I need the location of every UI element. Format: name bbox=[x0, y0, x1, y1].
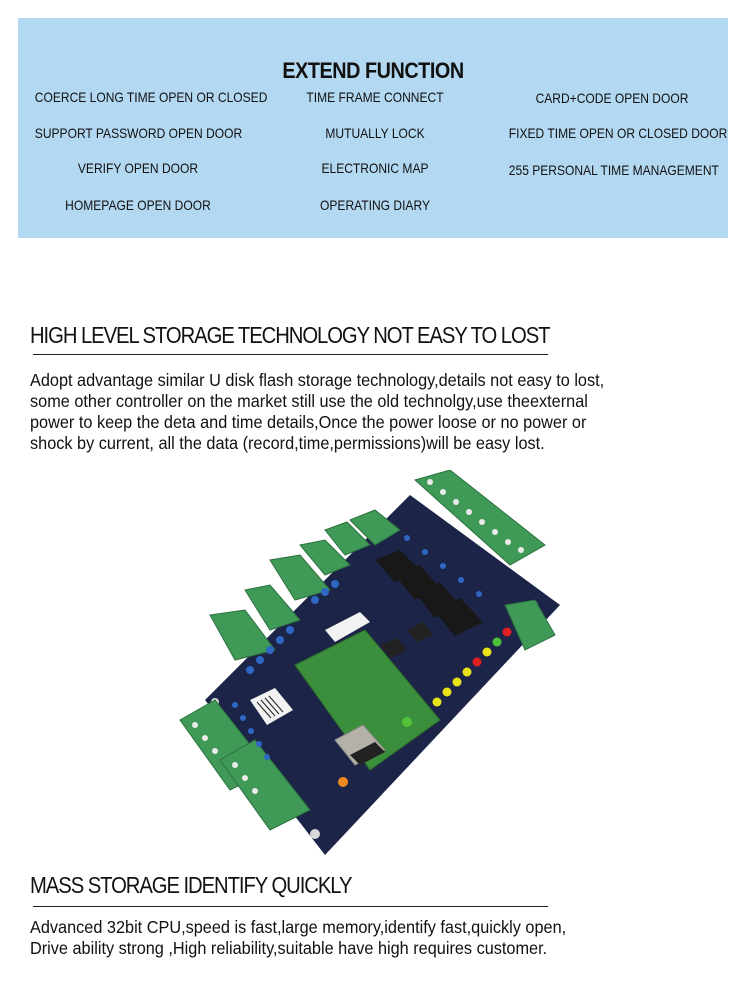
feature-item: FIXED TIME OPEN OR CLOSED DOOR bbox=[508, 125, 728, 141]
extend-function-title: EXTEND FUNCTION bbox=[282, 58, 464, 83]
section-divider bbox=[33, 354, 548, 355]
feature-item: ELECTRONIC MAP bbox=[321, 160, 429, 176]
body-line: Adopt advantage similar U disk flash storage technology,details not easy to lost, bbox=[30, 370, 605, 390]
body-line: power to keep the deta and time details,Once the power loose or no power or bbox=[30, 412, 587, 432]
feature-item: 255 PERSONAL TIME MANAGEMENT bbox=[508, 162, 719, 178]
feature-item: COERCE LONG TIME OPEN OR CLOSED bbox=[34, 89, 268, 105]
section-body-mass-storage bbox=[30, 917, 607, 959]
feature-item: CARD+CODE OPEN DOOR bbox=[535, 90, 689, 106]
feature-item: OPERATING DIARY bbox=[320, 197, 430, 213]
feature-item: MUTUALLY LOCK bbox=[325, 125, 425, 141]
product-board-image bbox=[175, 470, 565, 860]
feature-item: VERIFY OPEN DOOR bbox=[77, 160, 199, 176]
feature-item: SUPPORT PASSWORD OPEN DOOR bbox=[34, 125, 243, 141]
section-heading-mass-storage: MASS STORAGE IDENTIFY QUICKLY bbox=[30, 872, 352, 898]
section-body-storage bbox=[30, 370, 647, 454]
body-line: Drive ability strong ,High reliability,suitable have high requires customer. bbox=[30, 938, 548, 958]
section-divider bbox=[33, 906, 548, 907]
body-line: Advanced 32bit CPU,speed is fast,large memory,identify fast,quickly open, bbox=[30, 917, 567, 937]
body-line: some other controller on the market still use the old technolgy,use theexternal bbox=[30, 391, 588, 411]
body-line: shock by current, all the data (record,time,permissions)will be easy lost. bbox=[30, 433, 545, 453]
feature-item: HOMEPAGE OPEN DOOR bbox=[65, 197, 211, 213]
extend-function-panel bbox=[18, 18, 728, 238]
section-heading-storage: HIGH LEVEL STORAGE TECHNOLOGY NOT EASY TO LOST bbox=[30, 322, 550, 348]
feature-item: TIME FRAME CONNECT bbox=[306, 89, 444, 105]
